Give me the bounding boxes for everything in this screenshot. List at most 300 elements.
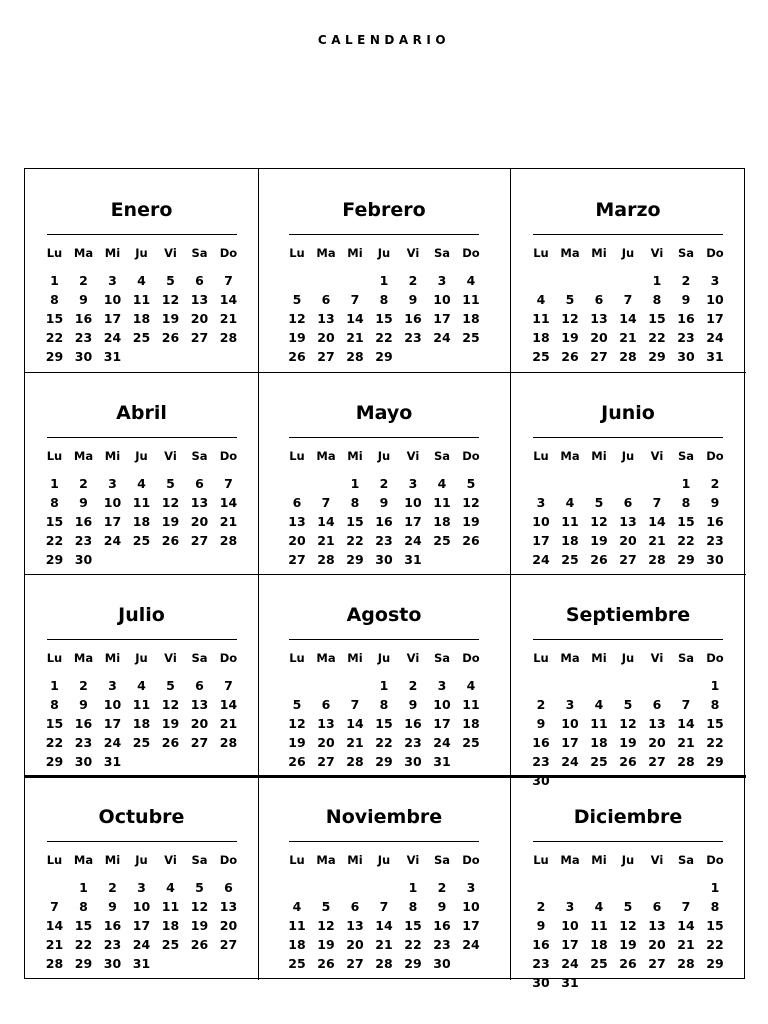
- day-number: 7: [379, 899, 389, 914]
- day-number: 9: [536, 918, 546, 933]
- day-number: 12: [288, 311, 306, 326]
- day-number: 12: [161, 292, 180, 307]
- day-number: 13: [648, 716, 666, 731]
- day-number: 6: [195, 476, 204, 491]
- day-number: 20: [648, 937, 666, 952]
- day-number: 2: [79, 678, 88, 693]
- weekday-label: Lu: [46, 246, 63, 260]
- day-number: 22: [677, 533, 695, 548]
- month-underline: [533, 841, 723, 842]
- weekday-label: Mi: [591, 651, 607, 665]
- day-number: 26: [561, 349, 579, 364]
- day-number: 14: [346, 311, 364, 326]
- day-number: 4: [437, 476, 447, 491]
- day-number: 30: [74, 349, 93, 364]
- day-number: 23: [433, 937, 451, 952]
- day-number: 29: [45, 349, 64, 364]
- weekday-label: Mi: [347, 651, 363, 665]
- day-number: 29: [706, 754, 724, 769]
- day-number: 6: [292, 495, 302, 510]
- weekday-label: Vi: [406, 449, 420, 463]
- day-number: 7: [681, 697, 691, 712]
- day-number: 2: [108, 880, 117, 895]
- day-number: 26: [161, 533, 180, 548]
- weekday-label: Do: [462, 651, 480, 665]
- day-number: 23: [706, 533, 724, 548]
- day-number: 2: [536, 899, 546, 914]
- day-number: 26: [161, 735, 180, 750]
- day-number: 9: [710, 495, 720, 510]
- day-number: 2: [408, 273, 418, 288]
- day-number: 22: [404, 937, 422, 952]
- day-number: 15: [706, 918, 724, 933]
- month-marzo: [510, 169, 746, 372]
- day-number: 18: [561, 533, 579, 548]
- day-number: 25: [132, 533, 151, 548]
- day-number: 21: [375, 937, 393, 952]
- day-number: 29: [648, 349, 666, 364]
- weekday-label: Do: [219, 246, 238, 260]
- weekday-label: Lu: [46, 449, 63, 463]
- day-number: 14: [219, 292, 238, 307]
- weekday-label: Mi: [104, 651, 121, 665]
- day-number: 18: [161, 918, 180, 933]
- day-number: 18: [132, 311, 151, 326]
- day-number: 14: [677, 918, 695, 933]
- day-number: 7: [224, 273, 233, 288]
- day-number: 18: [132, 514, 151, 529]
- day-number: 20: [317, 330, 335, 345]
- day-number: 10: [132, 899, 151, 914]
- day-number: 30: [74, 754, 93, 769]
- day-number: 6: [224, 880, 233, 895]
- day-number: 14: [45, 918, 64, 933]
- day-number: 11: [288, 918, 306, 933]
- day-number: 9: [536, 716, 546, 731]
- day-number: 19: [462, 514, 480, 529]
- month-junio: [510, 372, 746, 574]
- weekday-label: Mi: [104, 449, 121, 463]
- day-number: 25: [532, 349, 550, 364]
- day-number: 16: [103, 918, 122, 933]
- day-number: 26: [619, 754, 637, 769]
- day-number: 11: [462, 292, 480, 307]
- day-number: 21: [677, 937, 695, 952]
- month-underline: [47, 639, 237, 640]
- day-number: 2: [536, 697, 546, 712]
- day-number: 28: [375, 956, 393, 971]
- day-number: 29: [74, 956, 93, 971]
- day-number: 31: [132, 956, 151, 971]
- weekday-label: Ma: [560, 449, 580, 463]
- day-number: 19: [317, 937, 335, 952]
- day-number: 23: [74, 533, 93, 548]
- day-number: 13: [317, 716, 335, 731]
- day-number: 26: [288, 349, 306, 364]
- day-number: 22: [74, 937, 93, 952]
- day-number: 20: [619, 533, 637, 548]
- day-number: 25: [288, 956, 306, 971]
- month-underline: [47, 841, 237, 842]
- day-number: 30: [532, 773, 550, 788]
- day-number: 25: [590, 754, 608, 769]
- weekday-label: Mi: [347, 449, 363, 463]
- day-number: 10: [404, 495, 422, 510]
- day-number: 18: [433, 514, 451, 529]
- month-name: Enero: [110, 199, 173, 221]
- day-number: 16: [677, 311, 695, 326]
- day-number: 3: [466, 880, 476, 895]
- day-number: 3: [710, 273, 720, 288]
- day-number: 5: [623, 697, 633, 712]
- day-number: 18: [462, 311, 480, 326]
- day-number: 5: [623, 899, 633, 914]
- day-number: 24: [433, 330, 451, 345]
- day-number: 11: [132, 292, 151, 307]
- day-number: 17: [404, 514, 422, 529]
- weekday-label: Lu: [533, 449, 549, 463]
- day-number: 4: [565, 495, 575, 510]
- month-underline: [289, 639, 479, 640]
- weekday-label: Ju: [621, 853, 635, 867]
- day-number: 27: [346, 956, 364, 971]
- day-number: 27: [317, 349, 335, 364]
- day-number: 18: [532, 330, 550, 345]
- day-number: 23: [375, 533, 393, 548]
- day-number: 1: [710, 678, 720, 693]
- day-number: 18: [590, 735, 608, 750]
- day-number: 8: [408, 899, 418, 914]
- weekday-label: Do: [219, 651, 238, 665]
- day-number: 8: [50, 697, 59, 712]
- day-number: 9: [79, 495, 88, 510]
- day-number: 7: [623, 292, 633, 307]
- weekday-label: Vi: [164, 449, 177, 463]
- weekday-label: Mi: [347, 246, 363, 260]
- day-number: 10: [561, 716, 579, 731]
- day-number: 29: [375, 349, 393, 364]
- day-number: 5: [166, 678, 175, 693]
- weekday-label: Ju: [621, 246, 635, 260]
- day-number: 28: [677, 754, 695, 769]
- month-underline: [47, 437, 237, 438]
- day-number: 30: [706, 552, 724, 567]
- day-number: 17: [433, 311, 451, 326]
- day-number: 14: [648, 514, 666, 529]
- day-number: 25: [462, 735, 480, 750]
- day-number: 13: [590, 311, 608, 326]
- month-underline: [533, 437, 723, 438]
- day-number: 8: [379, 292, 389, 307]
- day-number: 16: [74, 514, 93, 529]
- day-number: 12: [161, 495, 180, 510]
- day-number: 13: [619, 514, 637, 529]
- day-number: 12: [190, 899, 209, 914]
- day-number: 31: [433, 754, 451, 769]
- day-number: 29: [45, 754, 64, 769]
- month-underline: [289, 841, 479, 842]
- day-number: 26: [317, 956, 335, 971]
- month-mayo: [258, 372, 510, 574]
- day-number: 12: [317, 918, 335, 933]
- weekday-label: Lu: [533, 246, 549, 260]
- day-number: 12: [619, 716, 637, 731]
- day-number: 27: [190, 735, 209, 750]
- day-number: 6: [350, 899, 360, 914]
- day-number: 10: [561, 918, 579, 933]
- day-number: 4: [137, 476, 146, 491]
- day-number: 31: [561, 975, 579, 990]
- weekday-label: Lu: [46, 853, 63, 867]
- day-number: 14: [619, 311, 637, 326]
- day-number: 1: [50, 678, 59, 693]
- day-number: 7: [681, 899, 691, 914]
- day-number: 10: [433, 697, 451, 712]
- weekday-label: Sa: [677, 853, 695, 867]
- day-number: 7: [652, 495, 662, 510]
- day-number: 21: [648, 533, 666, 548]
- day-number: 24: [561, 754, 579, 769]
- weekday-label: Lu: [533, 853, 549, 867]
- day-number: 21: [346, 330, 364, 345]
- day-number: 29: [677, 552, 695, 567]
- day-number: 20: [590, 330, 608, 345]
- weekday-label: Ma: [560, 651, 580, 665]
- day-number: 18: [288, 937, 306, 952]
- day-number: 20: [190, 716, 209, 731]
- weekday-label: Do: [462, 853, 480, 867]
- weekday-label: Mi: [104, 853, 121, 867]
- day-number: 17: [706, 311, 724, 326]
- weekday-label: Vi: [650, 651, 664, 665]
- day-number: 12: [619, 918, 637, 933]
- day-number: 28: [619, 349, 637, 364]
- day-number: 27: [219, 937, 238, 952]
- day-number: 15: [677, 514, 695, 529]
- day-number: 19: [590, 533, 608, 548]
- day-number: 16: [706, 514, 724, 529]
- day-number: 13: [648, 918, 666, 933]
- day-number: 9: [79, 697, 88, 712]
- weekday-label: Ma: [316, 651, 336, 665]
- day-number: 28: [346, 349, 364, 364]
- day-number: 16: [74, 311, 93, 326]
- day-number: 2: [408, 678, 418, 693]
- day-number: 25: [590, 956, 608, 971]
- day-number: 9: [408, 697, 418, 712]
- day-number: 5: [166, 476, 175, 491]
- day-number: 15: [74, 918, 93, 933]
- day-number: 19: [288, 330, 306, 345]
- day-number: 18: [132, 716, 151, 731]
- weekday-label: Vi: [406, 853, 420, 867]
- day-number: 6: [652, 697, 662, 712]
- weekday-label: Vi: [650, 449, 664, 463]
- day-number: 5: [466, 476, 476, 491]
- day-number: 2: [79, 273, 88, 288]
- day-number: 5: [321, 899, 331, 914]
- day-number: 1: [379, 273, 389, 288]
- day-number: 6: [321, 292, 331, 307]
- day-number: 4: [166, 880, 175, 895]
- day-number: 1: [50, 273, 59, 288]
- day-number: 30: [532, 975, 550, 990]
- day-number: 8: [50, 292, 59, 307]
- day-number: 9: [379, 495, 389, 510]
- day-number: 8: [379, 697, 389, 712]
- weekday-label: Vi: [164, 246, 177, 260]
- day-number: 24: [706, 330, 724, 345]
- day-number: 22: [45, 330, 64, 345]
- day-number: 22: [45, 735, 64, 750]
- day-number: 22: [375, 330, 393, 345]
- month-underline: [289, 234, 479, 235]
- day-number: 11: [161, 899, 180, 914]
- day-number: 12: [462, 495, 480, 510]
- day-number: 27: [619, 552, 637, 567]
- day-number: 15: [346, 514, 364, 529]
- day-number: 3: [137, 880, 146, 895]
- day-number: 17: [561, 735, 579, 750]
- month-name: Agosto: [346, 604, 422, 626]
- weekday-label: Ju: [135, 853, 148, 867]
- day-number: 25: [561, 552, 579, 567]
- weekday-label: Vi: [164, 651, 177, 665]
- weekday-label: Sa: [677, 246, 695, 260]
- day-number: 10: [103, 495, 122, 510]
- day-number: 19: [161, 716, 180, 731]
- weekday-label: Do: [706, 651, 724, 665]
- day-number: 3: [437, 678, 447, 693]
- day-number: 20: [190, 311, 209, 326]
- day-number: 5: [594, 495, 604, 510]
- day-number: 4: [137, 273, 146, 288]
- day-number: 20: [288, 533, 306, 548]
- day-number: 26: [462, 533, 480, 548]
- day-number: 18: [462, 716, 480, 731]
- day-number: 8: [79, 899, 88, 914]
- day-number: 17: [103, 514, 122, 529]
- day-number: 16: [404, 716, 422, 731]
- day-number: 16: [532, 937, 550, 952]
- day-number: 21: [677, 735, 695, 750]
- day-number: 16: [74, 716, 93, 731]
- day-number: 2: [710, 476, 720, 491]
- weekday-label: Ma: [73, 246, 94, 260]
- day-number: 24: [462, 937, 480, 952]
- month-underline: [533, 234, 723, 235]
- month-name: Abril: [116, 402, 167, 424]
- weekday-label: Ju: [377, 449, 391, 463]
- day-number: 13: [288, 514, 306, 529]
- day-number: 17: [132, 918, 151, 933]
- day-number: 30: [375, 552, 393, 567]
- weekday-label: Do: [706, 246, 724, 260]
- day-number: 14: [317, 514, 335, 529]
- day-number: 4: [292, 899, 302, 914]
- day-number: 24: [433, 735, 451, 750]
- day-number: 25: [462, 330, 480, 345]
- day-number: 4: [466, 273, 476, 288]
- day-number: 3: [536, 495, 546, 510]
- day-number: 21: [317, 533, 335, 548]
- day-number: 26: [161, 330, 180, 345]
- month-octubre: [25, 776, 258, 980]
- day-number: 5: [565, 292, 575, 307]
- day-number: 28: [677, 956, 695, 971]
- month-name: Noviembre: [325, 806, 443, 828]
- day-number: 18: [590, 937, 608, 952]
- day-number: 28: [219, 330, 238, 345]
- weekday-label: Ma: [560, 853, 580, 867]
- day-number: 6: [623, 495, 633, 510]
- day-number: 24: [561, 956, 579, 971]
- weekday-label: Ju: [135, 651, 148, 665]
- day-number: 27: [190, 330, 209, 345]
- day-number: 30: [74, 552, 93, 567]
- day-number: 1: [50, 476, 59, 491]
- day-number: 6: [321, 697, 331, 712]
- day-number: 7: [224, 678, 233, 693]
- day-number: 4: [466, 678, 476, 693]
- day-number: 10: [433, 292, 451, 307]
- day-number: 4: [536, 292, 546, 307]
- day-number: 28: [317, 552, 335, 567]
- day-number: 11: [433, 495, 451, 510]
- day-number: 24: [103, 533, 122, 548]
- weekday-label: Mi: [591, 246, 607, 260]
- month-enero: [25, 169, 258, 372]
- month-agosto: [258, 574, 510, 776]
- day-number: 3: [108, 678, 117, 693]
- day-number: 28: [648, 552, 666, 567]
- day-number: 10: [103, 697, 122, 712]
- day-number: 29: [404, 956, 422, 971]
- day-number: 15: [45, 514, 64, 529]
- month-febrero: [258, 169, 510, 372]
- day-number: 14: [219, 495, 238, 510]
- weekday-label: Ju: [621, 449, 635, 463]
- day-number: 13: [317, 311, 335, 326]
- day-number: 1: [710, 880, 720, 895]
- month-name: Febrero: [342, 199, 426, 221]
- day-number: 24: [532, 552, 550, 567]
- day-number: 2: [379, 476, 389, 491]
- weekday-label: Do: [462, 449, 480, 463]
- weekday-label: Ju: [377, 853, 391, 867]
- day-number: 21: [219, 514, 238, 529]
- day-number: 29: [375, 754, 393, 769]
- day-number: 6: [195, 678, 204, 693]
- weekday-label: Sa: [433, 651, 451, 665]
- day-number: 25: [161, 937, 180, 952]
- day-number: 28: [346, 754, 364, 769]
- month-septiembre: [510, 574, 746, 788]
- day-number: 20: [219, 918, 238, 933]
- day-number: 1: [379, 678, 389, 693]
- weekday-label: Sa: [433, 853, 451, 867]
- day-number: 27: [590, 349, 608, 364]
- day-number: 12: [288, 716, 306, 731]
- day-number: 21: [346, 735, 364, 750]
- day-number: 29: [346, 552, 364, 567]
- weekday-label: Vi: [406, 651, 420, 665]
- weekday-label: Do: [462, 246, 480, 260]
- day-number: 21: [219, 311, 238, 326]
- day-number: 20: [346, 937, 364, 952]
- day-number: 4: [594, 697, 604, 712]
- day-number: 6: [652, 899, 662, 914]
